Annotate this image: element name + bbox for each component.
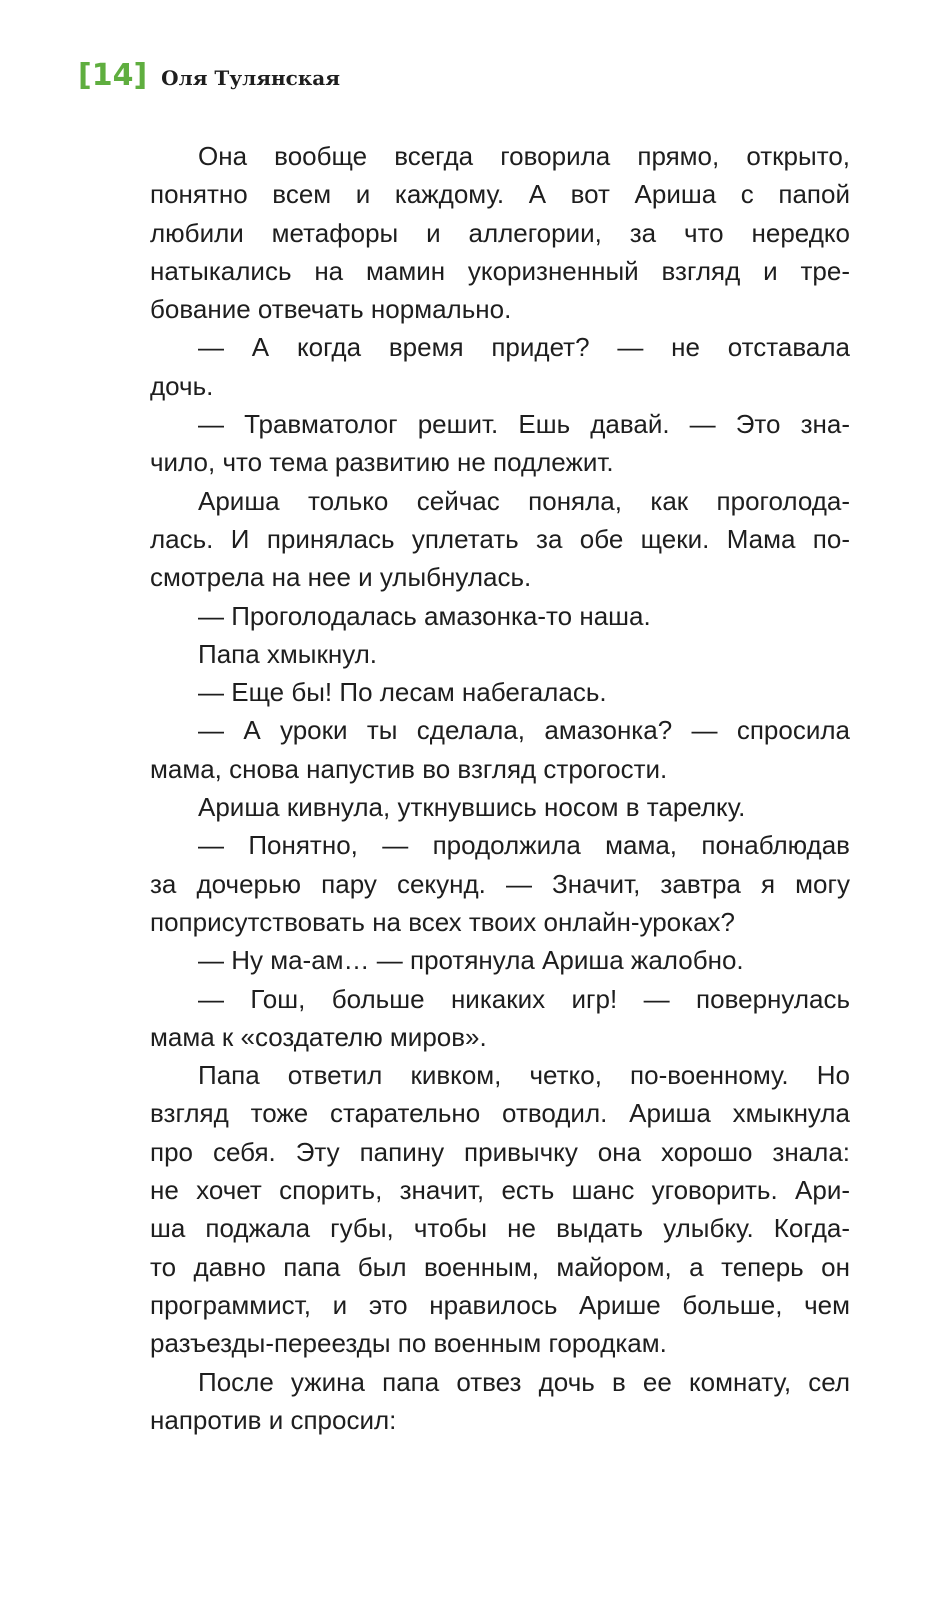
text-line: — Травматолог решит. Ешь давай. — Это зна- — [198, 409, 850, 440]
text-line: взгляд тоже старательно отводил. Ариша хмыкнула — [150, 1098, 850, 1129]
text-line: лась. И принялась уплетать за обе щеки. Мама по- — [150, 523, 850, 554]
text-line: смотрела на нее и улыбнулась. — [150, 562, 532, 593]
text-line: Ариша только сейчас поняла, как проголода- — [198, 485, 850, 516]
text-line: — Ну ма-ам… — протянула Ариша жалобно. — [198, 945, 744, 976]
text-line: дочь. — [150, 370, 214, 401]
running-head-author: Оля Тулянская — [161, 66, 340, 90]
text-line: поприсутствовать на всех твоих онлайн-уроках? — [150, 906, 735, 937]
text-line: мама к «создателю миров». — [150, 1021, 487, 1052]
text-line: бование отвечать нормально. — [150, 294, 512, 325]
text-line: то давно папа был военным, майором, а теперь он — [150, 1251, 850, 1282]
text-line: — Гош, больше никаких игр! — повернулась — [198, 983, 850, 1014]
text-line: — Проголодалась амазонка-то наша. — [198, 600, 651, 631]
text-line: Ариша кивнула, уткнувшись носом в тарелку. — [198, 792, 746, 823]
text-line: — Понятно, — продолжила мама, понаблюдав — [198, 830, 850, 861]
text-line: — Еще бы! По лесам набегалась. — [198, 677, 607, 708]
text-line: Папа ответил кивком, четко, по-военному. Но — [198, 1060, 850, 1091]
text-line: чило, что тема развитию не подлежит. — [150, 447, 614, 478]
text-line: разъезды-переезды по военным городкам. — [150, 1328, 667, 1359]
text-line: Папа хмыкнул. — [198, 638, 378, 669]
page-number: [14] — [78, 58, 148, 93]
text-line: не хочет спорить, значит, есть шанс уговорить. Ари- — [150, 1175, 850, 1206]
text-line: программист, и это нравилось Арише больше, чем — [150, 1289, 850, 1320]
text-line: напротив и спросил: — [150, 1404, 397, 1435]
running-header — [78, 58, 340, 102]
text-line: про себя. Эту папину привычку она хорошо знала: — [150, 1136, 850, 1167]
text-line: понятно всем и каждому. А вот Ариша с папой — [150, 179, 850, 210]
text-line: — А когда время придет? — не отставала — [198, 332, 850, 363]
text-line: После ужина папа отвез дочь в ее комнату, сел — [198, 1366, 850, 1397]
text-line: — А уроки ты сделала, амазонка? — спросила — [198, 715, 850, 746]
text-line: любили метафоры и аллегории, за что нередко — [150, 217, 850, 248]
text-line: ша поджала губы, чтобы не выдать улыбку. Когда- — [150, 1213, 850, 1244]
text-line: натыкались на мамин укоризненный взгляд и тре- — [150, 255, 850, 286]
text-line: за дочерью пару секунд. — Значит, завтра я могу — [150, 868, 850, 899]
body-text — [150, 137, 850, 1439]
text-line: Она вообще всегда говорила прямо, открыто, — [198, 141, 850, 171]
text-line: мама, снова напустив во взгляд строгости. — [150, 753, 668, 784]
